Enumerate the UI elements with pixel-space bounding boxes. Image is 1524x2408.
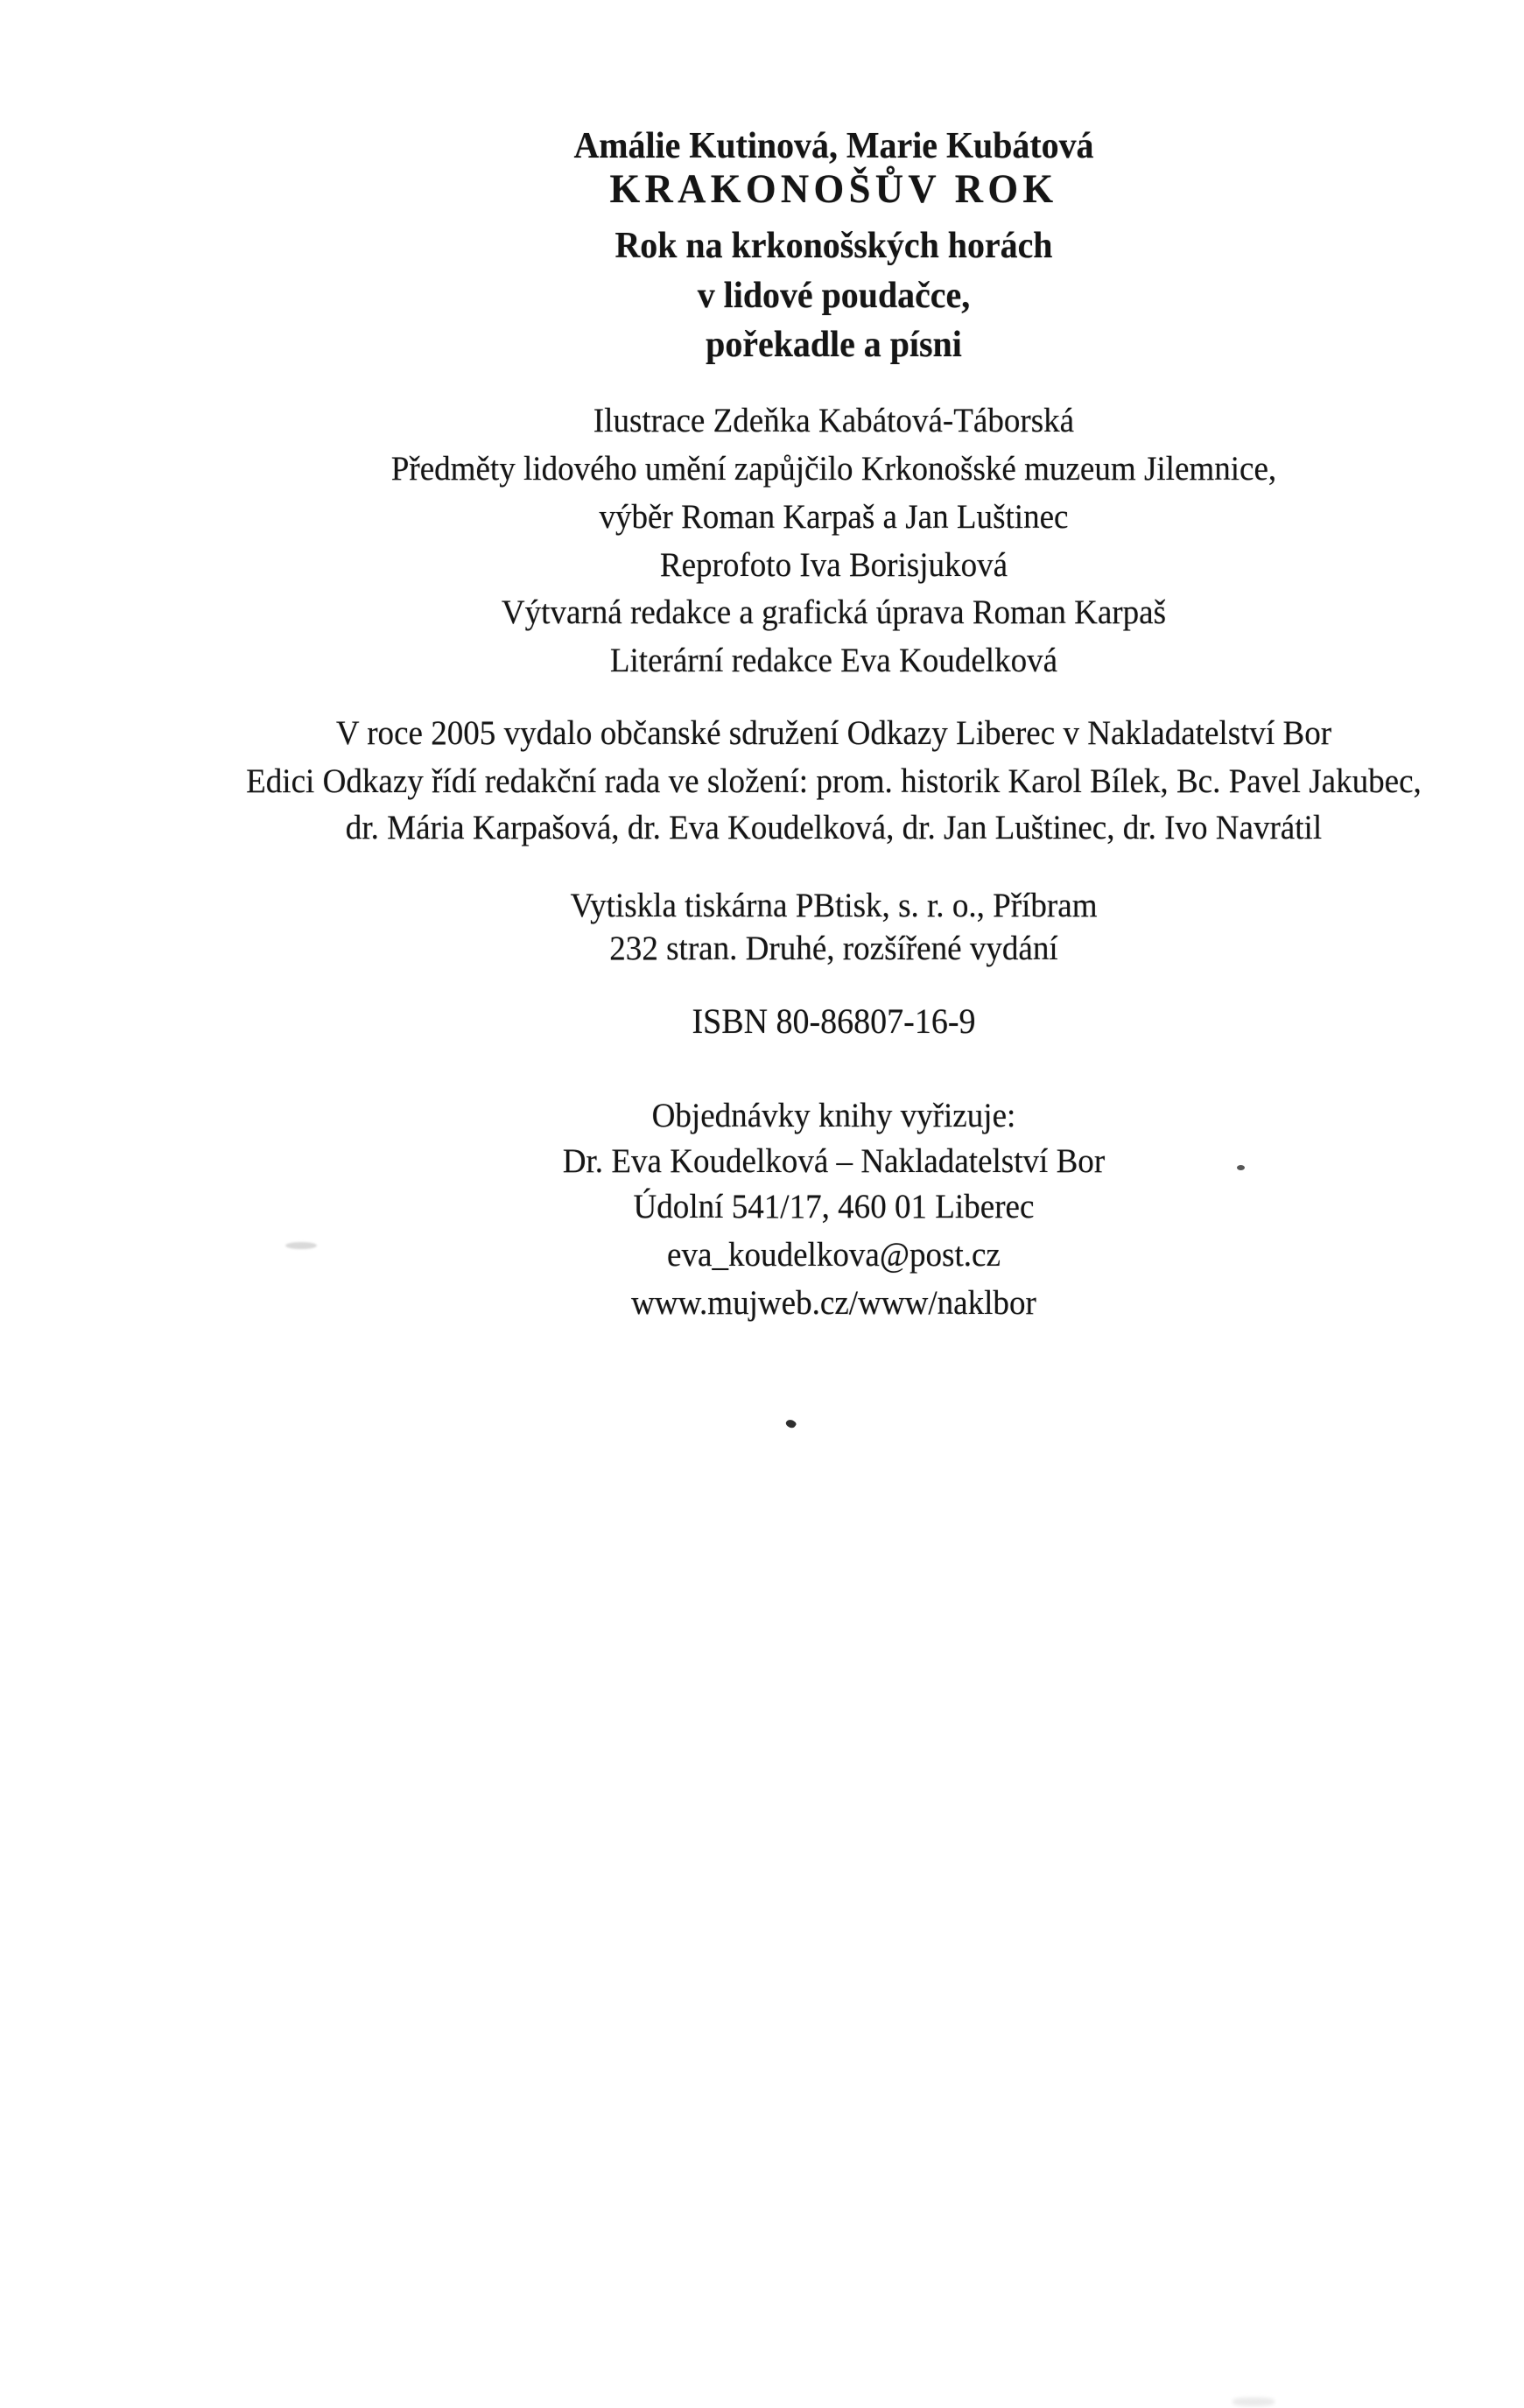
editorial-board-line-2: dr. Mária Karpašová, dr. Eva Koudelková, dr. Jan Luštinec, dr. Ivo Navrátil — [345, 809, 1323, 846]
credit-line-literary-editing: Literární redakce Eva Koudelková — [609, 642, 1058, 679]
credit-line-selection: výběr Roman Karpaš a Jan Luštinec — [599, 498, 1069, 536]
subtitle-line-1: Rok na krkonošských horách — [615, 226, 1053, 266]
colophon-text-column — [110, 0, 1524, 2408]
edition-line: 232 stran. Druhé, rozšířené vydání — [609, 930, 1058, 967]
authors-line: Amálie Kutinová, Marie Kubátová — [573, 126, 1094, 166]
contact-email-line: eva_koudelkova@post.cz — [667, 1236, 1001, 1274]
isbn-line: ISBN 80-86807-16-9 — [692, 1001, 976, 1041]
printer-line: Vytiskla tiskárna PBtisk, s. r. o., Příbram — [570, 887, 1098, 924]
contact-address-line: Údolní 541/17, 460 01 Liberec — [633, 1188, 1035, 1225]
publisher-line: V roce 2005 vydalo občanské sdružení Odkazy Liberec v Nakladatelství Bor — [335, 714, 1332, 752]
subtitle-line-3: pořekadle a písni — [706, 325, 962, 365]
book-title: KRAKONOŠŮV ROK — [609, 166, 1058, 212]
contact-website-line: www.mujweb.cz/www/naklbor — [631, 1284, 1036, 1322]
credit-line-illustrations: Ilustrace Zdeňka Kabátová-Táborská — [593, 402, 1075, 439]
orders-heading: Objednávky knihy vyřizuje: — [651, 1097, 1016, 1134]
contact-name-line: Dr. Eva Koudelková – Nakladatelství Bor — [562, 1142, 1106, 1180]
subtitle-line-2: v lidové poudačce, — [697, 276, 971, 316]
credit-line-artifacts-loan: Předměty lidového umění zapůjčilo Krkonošské muzeum Jilemnice, — [390, 450, 1277, 488]
editorial-board-line-1: Edici Odkazy řídí redakční rada ve složení: prom. historik Karol Bílek, Bc. Pavel Jakubec, — [246, 762, 1422, 800]
credit-line-reprophoto: Reprofoto Iva Borisjuková — [659, 546, 1008, 584]
credit-line-art-direction: Výtvarná redakce a grafická úprava Roman Karpaš — [501, 593, 1167, 631]
